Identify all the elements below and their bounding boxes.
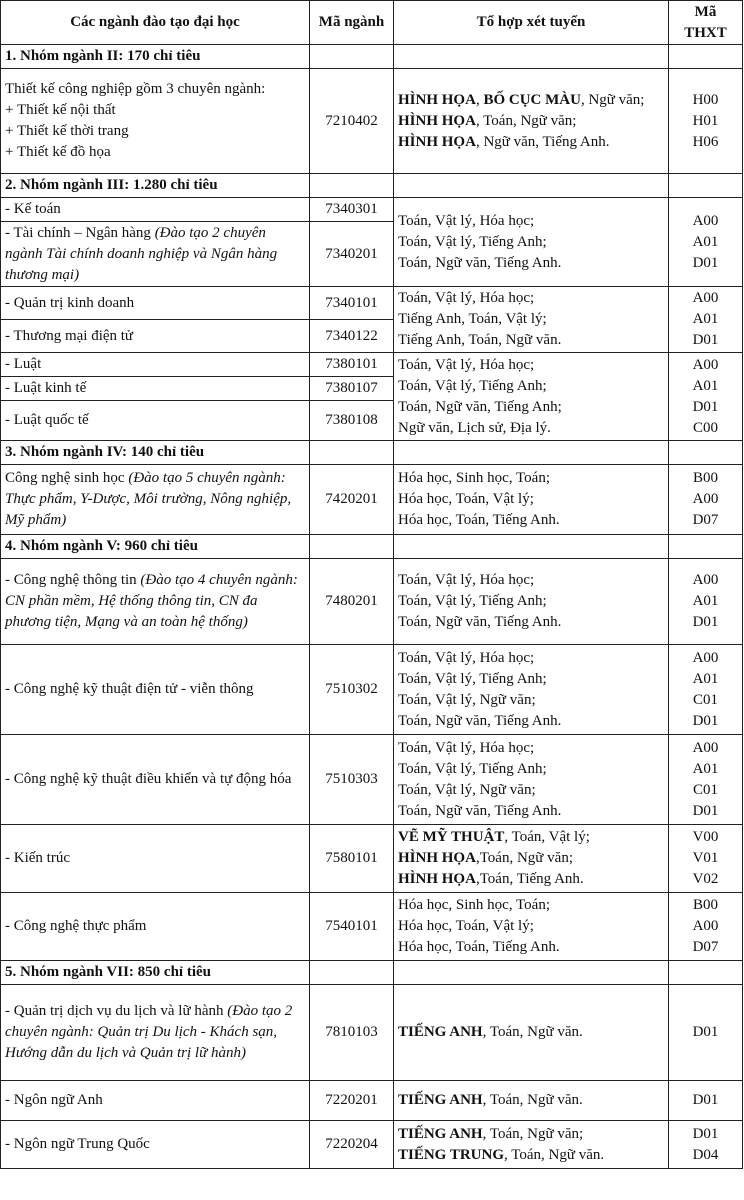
program-row	[1, 353, 743, 377]
program-name: - Luật	[1, 353, 310, 377]
program-code: 7220204	[310, 1121, 394, 1169]
combo-line: TIẾNG ANH, Toán, Ngữ văn.	[398, 1024, 583, 1040]
program-name: - Công nghệ thông tin (Đào tạo 4 chuyên ngành: CN phần mềm, Hệ thống thông tin, CN đa phương tiện, Mạng và an toàn hệ thống)	[1, 559, 310, 645]
program-row	[1, 645, 743, 735]
program-name: - Quản trị dịch vụ du lịch và lữ hành (Đào tạo 2 chuyên ngành: Quản trị Du lịch - Khách sạn, Hướng dẫn du lịch và Quản trị lữ hành)	[1, 985, 310, 1081]
program-name: - Ngôn ngữ Trung Quốc	[1, 1121, 310, 1169]
combo-line: HÌNH HỌA, Toán, Ngữ văn;	[398, 112, 577, 129]
group-title: 1. Nhóm ngành II: 170 chỉ tiêu	[1, 45, 310, 69]
program-name: - Kế toán	[1, 198, 310, 222]
program-combos: Hóa học, Sinh học, Toán; Hóa học, Toán, Vật lý; Hóa học, Toán, Tiếng Anh.	[394, 893, 669, 961]
program-code: 7340301	[310, 198, 394, 222]
program-name: - Công nghệ kỹ thuật điện tử - viễn thông	[1, 645, 310, 735]
header-row	[1, 1, 743, 45]
group-row	[1, 961, 743, 985]
program-thxt: D01	[669, 985, 743, 1081]
header-thxt: Mã THXT	[669, 1, 743, 45]
program-thxt: D01 D04	[669, 1121, 743, 1169]
combo-line: HÌNH HỌA,Toán, Tiếng Anh.	[398, 871, 584, 887]
program-row	[1, 1081, 743, 1121]
program-thxt: A00 A01 D01	[669, 559, 743, 645]
program-row	[1, 198, 743, 222]
program-name: - Luật quốc tế	[1, 401, 310, 441]
program-row	[1, 735, 743, 825]
program-code: 7510303	[310, 735, 394, 825]
program-code: 7380107	[310, 377, 394, 401]
program-combos: Hóa học, Sinh học, Toán; Hóa học, Toán, Vật lý; Hóa học, Toán, Tiếng Anh.	[394, 465, 669, 535]
combo-line: TIẾNG ANH, Toán, Ngữ văn.	[398, 1092, 583, 1108]
program-row	[1, 1121, 743, 1169]
header-major: Các ngành đào tạo đại học	[1, 1, 310, 45]
program-thxt: H00 H01 H06	[669, 69, 743, 174]
program-name: - Công nghệ thực phẩm	[1, 893, 310, 961]
program-code: 7340122	[310, 320, 394, 353]
program-combos: Toán, Vật lý, Hóa học; Toán, Vật lý, Tiếng Anh; Toán, Ngữ văn, Tiếng Anh.	[394, 198, 669, 287]
program-combos: Toán, Vật lý, Hóa học; Tiếng Anh, Toán, Vật lý; Tiếng Anh, Toán, Ngữ văn.	[394, 287, 669, 353]
group-title: 2. Nhóm ngành III: 1.280 chỉ tiêu	[1, 174, 310, 198]
program-code: 7510302	[310, 645, 394, 735]
program-combos	[394, 985, 669, 1081]
program-row	[1, 559, 743, 645]
program-code: 7480201	[310, 559, 394, 645]
program-name: - Tài chính – Ngân hàng (Đào tạo 2 chuyên ngành Tài chính doanh nghiệp và Ngân hàng thương mại)	[1, 222, 310, 287]
group-row	[1, 174, 743, 198]
program-combos: Toán, Vật lý, Hóa học; Toán, Vật lý, Tiếng Anh; Toán, Vật lý, Ngữ văn; Toán, Ngữ văn, Tiếng Anh.	[394, 735, 669, 825]
group-title: 4. Nhóm ngành V: 960 chỉ tiêu	[1, 535, 310, 559]
program-name: - Công nghệ kỹ thuật điều khiển và tự động hóa	[1, 735, 310, 825]
program-code: 7220201	[310, 1081, 394, 1121]
program-thxt: B00 A00 D07	[669, 465, 743, 535]
combo-line: HÌNH HỌA,Toán, Ngữ văn;	[398, 850, 573, 866]
program-row	[1, 893, 743, 961]
program-thxt: A00 A01 D01 C00	[669, 353, 743, 441]
combo-line: HÌNH HỌA, BỐ CỤC MÀU, Ngữ văn;	[398, 91, 645, 108]
combo-line: VẼ MỸ THUẬT, Toán, Vật lý;	[398, 829, 590, 845]
program-combos	[394, 1121, 669, 1169]
program-name: - Quản trị kinh doanh	[1, 287, 310, 320]
program-code: 7380101	[310, 353, 394, 377]
program-code: 7210402	[310, 69, 394, 174]
program-combos: Toán, Vật lý, Hóa học; Toán, Vật lý, Tiếng Anh; Toán, Ngữ văn, Tiếng Anh.	[394, 559, 669, 645]
group-row	[1, 45, 743, 69]
program-name: - Ngôn ngữ Anh	[1, 1081, 310, 1121]
program-code: 7340201	[310, 222, 394, 287]
program-thxt: D01	[669, 1081, 743, 1121]
combo-line: HÌNH HỌA, Ngữ văn, Tiếng Anh.	[398, 133, 610, 150]
group-row	[1, 535, 743, 559]
program-name: - Luật kinh tế	[1, 377, 310, 401]
program-code: 7340101	[310, 287, 394, 320]
program-name: Thiết kế công nghiệp gồm 3 chuyên ngành: + Thiết kế nội thất + Thiết kế thời trang + Thiết kế đồ họa	[1, 69, 310, 174]
program-code: 7380108	[310, 401, 394, 441]
program-code: 7540101	[310, 893, 394, 961]
program-combos	[394, 1081, 669, 1121]
program-code: 7810103	[310, 985, 394, 1081]
program-thxt: A00 A01 D01	[669, 287, 743, 353]
program-thxt: V00 V01 V02	[669, 825, 743, 893]
program-code: 7580101	[310, 825, 394, 893]
program-combos: Toán, Vật lý, Hóa học; Toán, Vật lý, Tiếng Anh; Toán, Ngữ văn, Tiếng Anh; Ngữ văn, Lịch sử, Địa lý.	[394, 353, 669, 441]
group-title: 3. Nhóm ngành IV: 140 chỉ tiêu	[1, 441, 310, 465]
program-combos: Toán, Vật lý, Hóa học; Toán, Vật lý, Tiếng Anh; Toán, Vật lý, Ngữ văn; Toán, Ngữ văn, Tiếng Anh.	[394, 645, 669, 735]
program-combos	[394, 69, 669, 174]
header-combos: Tổ hợp xét tuyển	[394, 1, 669, 45]
program-row	[1, 985, 743, 1081]
combo-line: TIẾNG ANH, Toán, Ngữ văn;	[398, 1125, 584, 1142]
program-combos	[394, 825, 669, 893]
program-thxt: B00 A00 D07	[669, 893, 743, 961]
program-thxt: A00 A01 D01	[669, 198, 743, 287]
group-title: 5. Nhóm ngành VII: 850 chỉ tiêu	[1, 961, 310, 985]
program-row	[1, 465, 743, 535]
program-row	[1, 69, 743, 174]
program-code: 7420201	[310, 465, 394, 535]
program-name: - Thương mại điện tử	[1, 320, 310, 353]
combo-line: TIẾNG TRUNG, Toán, Ngữ văn.	[398, 1146, 605, 1163]
program-row	[1, 287, 743, 320]
program-thxt: A00 A01 C01 D01	[669, 645, 743, 735]
program-row	[1, 825, 743, 893]
program-name: - Kiến trúc	[1, 825, 310, 893]
header-code: Mã ngành	[310, 1, 394, 45]
program-name: Công nghệ sinh học (Đào tạo 5 chuyên ngành: Thực phẩm, Y-Dược, Môi trường, Nông nghiệp, Mỹ phẩm)	[1, 465, 310, 535]
program-thxt: A00 A01 C01 D01	[669, 735, 743, 825]
group-row	[1, 441, 743, 465]
